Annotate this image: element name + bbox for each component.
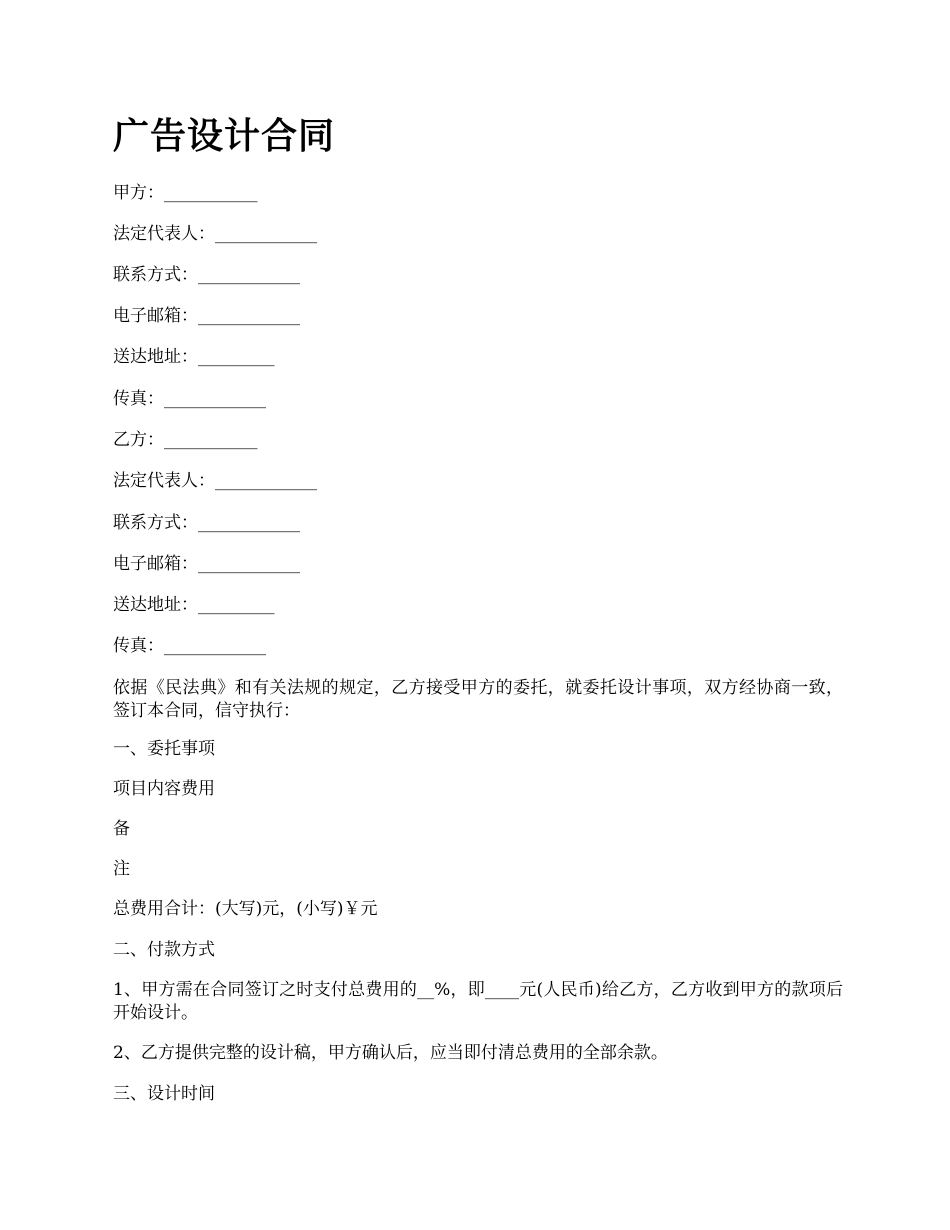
- section2-item2: 2、乙方提供完整的设计稿，甲方确认后，应当即付清总费用的全部余款。: [113, 1043, 668, 1063]
- section1-heading: 一、委托事项: [113, 739, 215, 759]
- party-a-name: 甲方：___________: [113, 183, 258, 203]
- party-b-legal-rep: 法定代表人：____________: [113, 471, 317, 491]
- party-b-email: 电子邮箱：____________: [113, 554, 300, 574]
- party-a-address: 送达地址：_________: [113, 347, 275, 367]
- party-a-legal-rep: 法定代表人：____________: [113, 224, 317, 244]
- document-title: 广告设计合同: [113, 115, 336, 157]
- party-b-fax: 传真：____________: [113, 636, 266, 656]
- section1-total: 总费用合计：(大写)元，(小写)￥元: [113, 899, 378, 919]
- section1-remark-1: 备: [113, 819, 130, 839]
- section2-item1: 1、甲方需在合同签订之时支付总费用的__%，即____元(人民币)给乙方，乙方收到甲方的款项后开始设计。: [113, 980, 843, 1023]
- party-b-address: 送达地址：_________: [113, 595, 275, 615]
- section3-heading: 三、设计时间: [113, 1084, 215, 1104]
- preamble-paragraph: 依据《民法典》和有关法规的规定，乙方接受甲方的委托，就委托设计事项，双方经协商一致，签订本合同，信守执行：: [113, 678, 843, 721]
- party-b-name: 乙方：___________: [113, 430, 258, 450]
- section1-remark-2: 注: [113, 859, 130, 879]
- party-a-contact: 联系方式：____________: [113, 265, 300, 285]
- party-a-email: 电子邮箱：____________: [113, 306, 300, 326]
- section2-heading: 二、付款方式: [113, 940, 215, 960]
- section1-table-header: 项目内容费用: [113, 779, 215, 799]
- party-a-fax: 传真：____________: [113, 389, 266, 409]
- party-b-contact: 联系方式：____________: [113, 513, 300, 533]
